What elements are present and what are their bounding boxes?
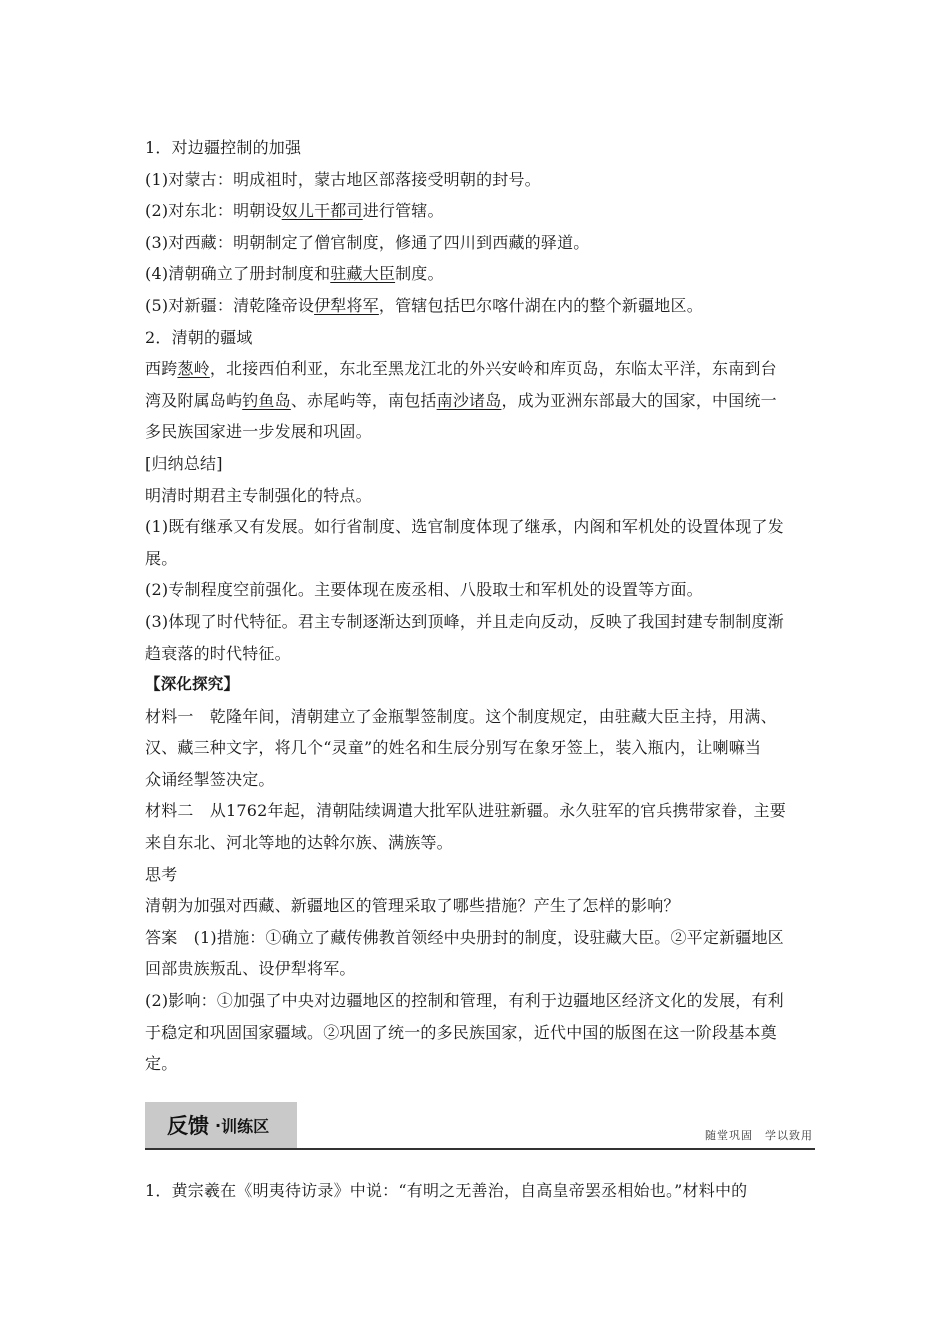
banner-label-box <box>145 1102 297 1148</box>
summary-point-1-line-1: (1)既有继承又有发展。如行省制度、选官制度体现了继承，内阁和军机处的设置体现了发 <box>145 517 784 537</box>
summary-point-3-line-1: (3)体现了时代特征。君主专制逐渐达到顶峰，并且走向反动，反映了我国封建专制制度渐 <box>145 611 784 631</box>
exercise-question-1 <box>145 1175 815 1207</box>
territory-line-2: 湾及附属岛屿钓鱼岛、赤尾屿等，南包括南沙诸岛，成为亚洲东部最大的国家，中国统一 <box>145 390 777 410</box>
banner-tagline: 随堂巩固 学以致用 <box>705 1129 813 1142</box>
summary-intro: 明清时期君主专制强化的特点。 <box>145 485 372 505</box>
item-qing-amban: (4)清朝确立了册封制度和驻藏大臣制度。 <box>145 264 444 284</box>
item-mongolia: (1)对蒙古：明成祖时，蒙古地区部落接受明朝的封号。 <box>145 169 541 189</box>
material-2-line-1: 材料二 从1762年起，清朝陆续调遣大批军队进驻新疆。永久驻军的官兵携带家眷，主要 <box>145 801 786 821</box>
term-ili-general: 伊犁将军 <box>314 295 379 315</box>
feedback-banner <box>145 1102 815 1150</box>
explore-heading: 【深化探究】 <box>145 675 240 694</box>
term-nurgan-dusi: 奴儿干都司 <box>281 201 363 221</box>
term-nansha-islands: 南沙诸岛 <box>436 390 502 410</box>
material-1-line-3: 众诵经掣签决定。 <box>145 769 275 789</box>
answer-1-line-1: 答案 (1)措施：①确立了藏传佛教首领经中央册封的制度，设驻藏大臣。②平定新疆地区 <box>145 927 784 947</box>
banner-title: 反馈 <box>167 1114 209 1138</box>
material-1-line-2: 汉、藏三种文字，将几个“灵童”的姓名和生辰分别写在象牙签上，装入瓶内，让喇嘛当 <box>145 738 762 758</box>
main-content <box>145 132 815 1080</box>
term-pamirs: 葱岭 <box>177 359 210 379</box>
territory-line-3: 多民族国家进一步发展和巩固。 <box>145 422 372 442</box>
section-heading-border-control: 1．对边疆控制的加强 <box>145 138 302 157</box>
material-1-line-1: 材料一 乾隆年间，清朝建立了金瓶掣签制度。这个制度规定，由驻藏大臣主持，用满、 <box>145 706 777 726</box>
question-1-text: 1．黄宗羲在《明夷待访录》中说：“有明之无善治，自高皇帝罢丞相始也。”材料中的 <box>145 1181 748 1200</box>
term-amban: 驻藏大臣 <box>330 264 396 284</box>
think-label: 思考 <box>145 864 178 884</box>
answer-2-line-2: 于稳定和巩固国家疆域。②巩固了统一的多民族国家，近代中国的版图在这一阶段基本奠 <box>145 1022 777 1042</box>
item-northeast: (2)对东北：明朝设奴儿干都司进行管辖。 <box>145 201 444 221</box>
banner-dot: · <box>215 1115 222 1135</box>
summary-point-1-line-2: 展。 <box>145 548 178 568</box>
item-tibet: (3)对西藏：明朝制定了僧官制度，修通了四川到西藏的驿道。 <box>145 232 590 252</box>
term-diaoyu-island: 钓鱼岛 <box>242 390 291 410</box>
item-xinjiang: (5)对新疆：清乾隆帝设伊犁将军，管辖包括巴尔喀什湖在内的整个新疆地区。 <box>145 295 703 315</box>
summary-point-2: (2)专制程度空前强化。主要体现在废丞相、八股取士和军机处的设置等方面。 <box>145 580 703 600</box>
think-question: 清朝为加强对西藏、新疆地区的管理采取了哪些措施？产生了怎样的影响？ <box>145 896 680 916</box>
summary-tag: [归纳总结] <box>145 453 223 473</box>
territory-line-1: 西跨葱岭，北接西伯利亚，东北至黑龙江北的外兴安岭和库页岛，东临太平洋，东南到台 <box>145 359 777 379</box>
section-heading-territory: 2．清朝的疆域 <box>145 327 253 347</box>
banner-subtitle: 训练区 <box>221 1116 270 1136</box>
answer-1-line-2: 回部贵族叛乱、设伊犁将军。 <box>145 959 356 979</box>
material-2-line-2: 来自东北、河北等地的达斡尔族、满族等。 <box>145 833 453 853</box>
answer-2-line-3: 定。 <box>145 1054 178 1074</box>
summary-point-3-line-2: 趋衰落的时代特征。 <box>145 643 291 663</box>
answer-2-line-1: (2)影响：①加强了中央对边疆地区的控制和管理，有利于边疆地区经济文化的发展，有利 <box>145 991 784 1011</box>
